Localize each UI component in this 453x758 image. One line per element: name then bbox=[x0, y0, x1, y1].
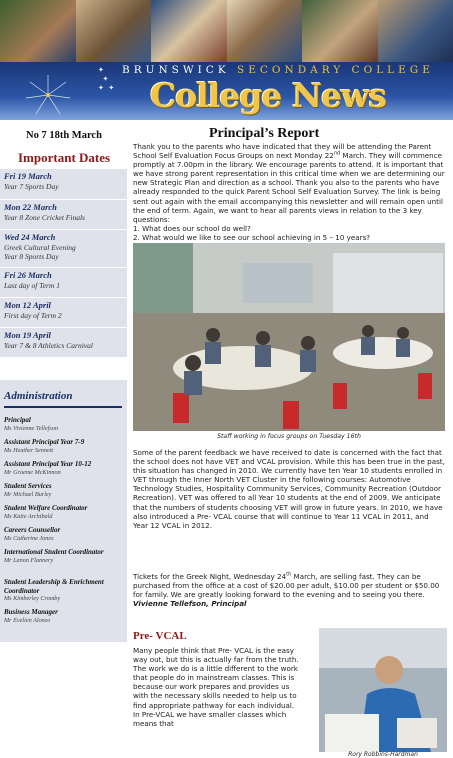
southern-cross-stars: ✦ ✦ ✦ ✦ bbox=[98, 66, 115, 92]
staff-name: Mr Graeme McKinnon bbox=[4, 468, 61, 476]
date-label: Mon 22 March bbox=[4, 202, 57, 212]
main-column bbox=[133, 120, 449, 758]
principals-report-title: Principal’s Report bbox=[209, 126, 320, 141]
staff-entry bbox=[4, 416, 124, 433]
date-label: Mon 19 April bbox=[4, 330, 51, 340]
staff-name: Ms Vivienne Tellefson bbox=[4, 424, 58, 432]
principal-signature: Vivienne Tellefson, Principal bbox=[133, 599, 247, 609]
staff-name: Ms Heather Sennett bbox=[4, 446, 54, 454]
date-event: Year 7 Sports Day bbox=[4, 182, 59, 191]
staff-role: Student Leadership & Enrichment Coordinator bbox=[4, 578, 104, 595]
masthead-banner bbox=[0, 0, 453, 120]
important-dates-title: Important Dates bbox=[18, 150, 111, 165]
prevcal-title: Pre- VCAL bbox=[133, 630, 187, 642]
report-paragraph-1: Thank you to the parents who have indicated that they will be attending the Parent School Self Evaluation Focus Groups on next Monday 22nd March. They will commence promptly at 7.00pm in the library. We encourage parents to attend. It is important that we have strong parent representation in this critical time when we are determining our new Strategic Plan and direction as a school. Thank you also to the parents who have already responded to the quick Parent School Self Evaluation Survey. The link is being sent out again with the email accompanying this newsletter and will remain open until the end of term. Again, we want to hear all parents views in relation to the 3 key questions: 1. What does our school do well? 2. What would we like to see our school achieving in 5 – 10 years? bbox=[133, 142, 445, 251]
staff-name: Ms Kimberley Cromby bbox=[4, 595, 61, 602]
date-event: Year 8 Sports Day bbox=[4, 252, 59, 261]
issue-number: No 7 18th March bbox=[26, 130, 102, 141]
report-paragraph-3: Tickets for the Greek Night, Wednesday 24th March, are selling fast. They can be purchased from the office at a cost of $20.00 per adult, $10.00 per student or $50.00 for family. We are greatly looking forward to the evening and to seeing you there. Vivienne Tellefson, Principal bbox=[133, 571, 440, 609]
student-photo bbox=[319, 628, 447, 752]
staff-entry bbox=[4, 526, 124, 543]
staff-entry bbox=[4, 438, 124, 455]
date-label: Fri 26 March bbox=[4, 270, 52, 280]
date-item bbox=[0, 199, 127, 229]
staff-entry bbox=[4, 504, 124, 521]
staff-name: Ms Catherine Jones bbox=[4, 534, 54, 542]
question-1: 1. What does our school do well? bbox=[133, 223, 251, 233]
focus-group-photo-caption: Staff working in focus groups on Tuesday 16th bbox=[217, 433, 361, 440]
staff-role: Student Services bbox=[4, 482, 52, 490]
date-item bbox=[0, 297, 127, 327]
report-paragraph-2: Some of the parent feedback we have received to date is concerned with the fact that the school does not have VET and VCAL provision. While this has been true in the past, this situation has changed in 2010. We currently have ten Year 10 students enrolled in VET through the Inner North VET Cluster in the following courses: Automotive Technology Studies, Hospitality Community Services, Community Recreation (Outdoor Recreation). VET was offered to all Year 10 students at the end of 2009. We anticipate that the numbers of students choosing VET will grow in future years. In 2010, we have also introduced a Pre- VCAL course that will continue to Year 11 VCAL in 2011, and Year 12 VCAL in 2012. bbox=[133, 448, 445, 530]
staff-role: Business Manager bbox=[4, 608, 58, 616]
staff-entry bbox=[4, 548, 124, 565]
date-event: Greek Cultural Evening bbox=[4, 243, 76, 252]
date-label: Wed 24 March bbox=[4, 232, 56, 242]
date-event: First day of Term 2 bbox=[4, 311, 62, 320]
staff-entry bbox=[4, 608, 124, 625]
date-event: Year 8 Zone Cricket Finals bbox=[4, 213, 85, 222]
date-event: Last day of Term 1 bbox=[4, 281, 60, 290]
date-item bbox=[0, 229, 127, 267]
date-event: Year 7 & 8 Athletics Carnival bbox=[4, 341, 93, 350]
important-dates-list bbox=[0, 168, 127, 357]
administration-divider bbox=[4, 406, 122, 408]
staff-name: Mr Michael Burley bbox=[4, 490, 52, 498]
staff-role: Student Welfare Coordinator bbox=[4, 504, 88, 512]
staff-entry bbox=[4, 460, 124, 477]
administration-box bbox=[0, 380, 127, 642]
student-photo-caption: Rory Robbins-Hardman bbox=[348, 751, 418, 758]
staff-role: Careers Counsellor bbox=[4, 526, 61, 534]
focus-group-photo bbox=[133, 243, 445, 431]
newsletter-title: College News bbox=[150, 76, 387, 115]
staff-role: Assistant Principal Year 7-9 bbox=[4, 438, 85, 446]
staff-name: Ms Katie Archibald bbox=[4, 512, 53, 520]
date-item bbox=[0, 267, 127, 297]
staff-name: Mr Lanon Flannery bbox=[4, 556, 54, 564]
staff-role: Principal bbox=[4, 416, 31, 424]
staff-entry bbox=[4, 482, 124, 499]
school-name: BRUNSWICK SECONDARY COLLEGE bbox=[122, 64, 434, 76]
staff-entry bbox=[4, 578, 124, 603]
masthead-photo-collage bbox=[0, 0, 453, 62]
sidebar bbox=[0, 120, 127, 640]
date-item bbox=[0, 327, 127, 357]
administration-title: Administration bbox=[4, 390, 73, 402]
staff-role: Assistant Principal Year 10-12 bbox=[4, 460, 92, 468]
staff-name: Mr Evelien Alonzo bbox=[4, 616, 51, 624]
question-2: 2. What would we like to see our school achieving in 5 – 10 years? bbox=[133, 232, 371, 242]
fireworks-graphic bbox=[8, 72, 88, 118]
staff-role: International Student Coordinator bbox=[4, 548, 104, 556]
date-label: Mon 12 April bbox=[4, 300, 51, 310]
prevcal-paragraph: Many people think that Pre- VCAL is the easy way out, but this is actually far from the truth. The work we do is a little different to the work that people do in mainstream classes. This is because our work prepares and provides us with the necessary skills needed to help us to find appropriate pathway for each individual. In Pre-VCAL we have smaller classes which means that bbox=[133, 646, 299, 728]
date-item bbox=[0, 168, 127, 199]
date-label: Fri 19 March bbox=[4, 171, 52, 181]
